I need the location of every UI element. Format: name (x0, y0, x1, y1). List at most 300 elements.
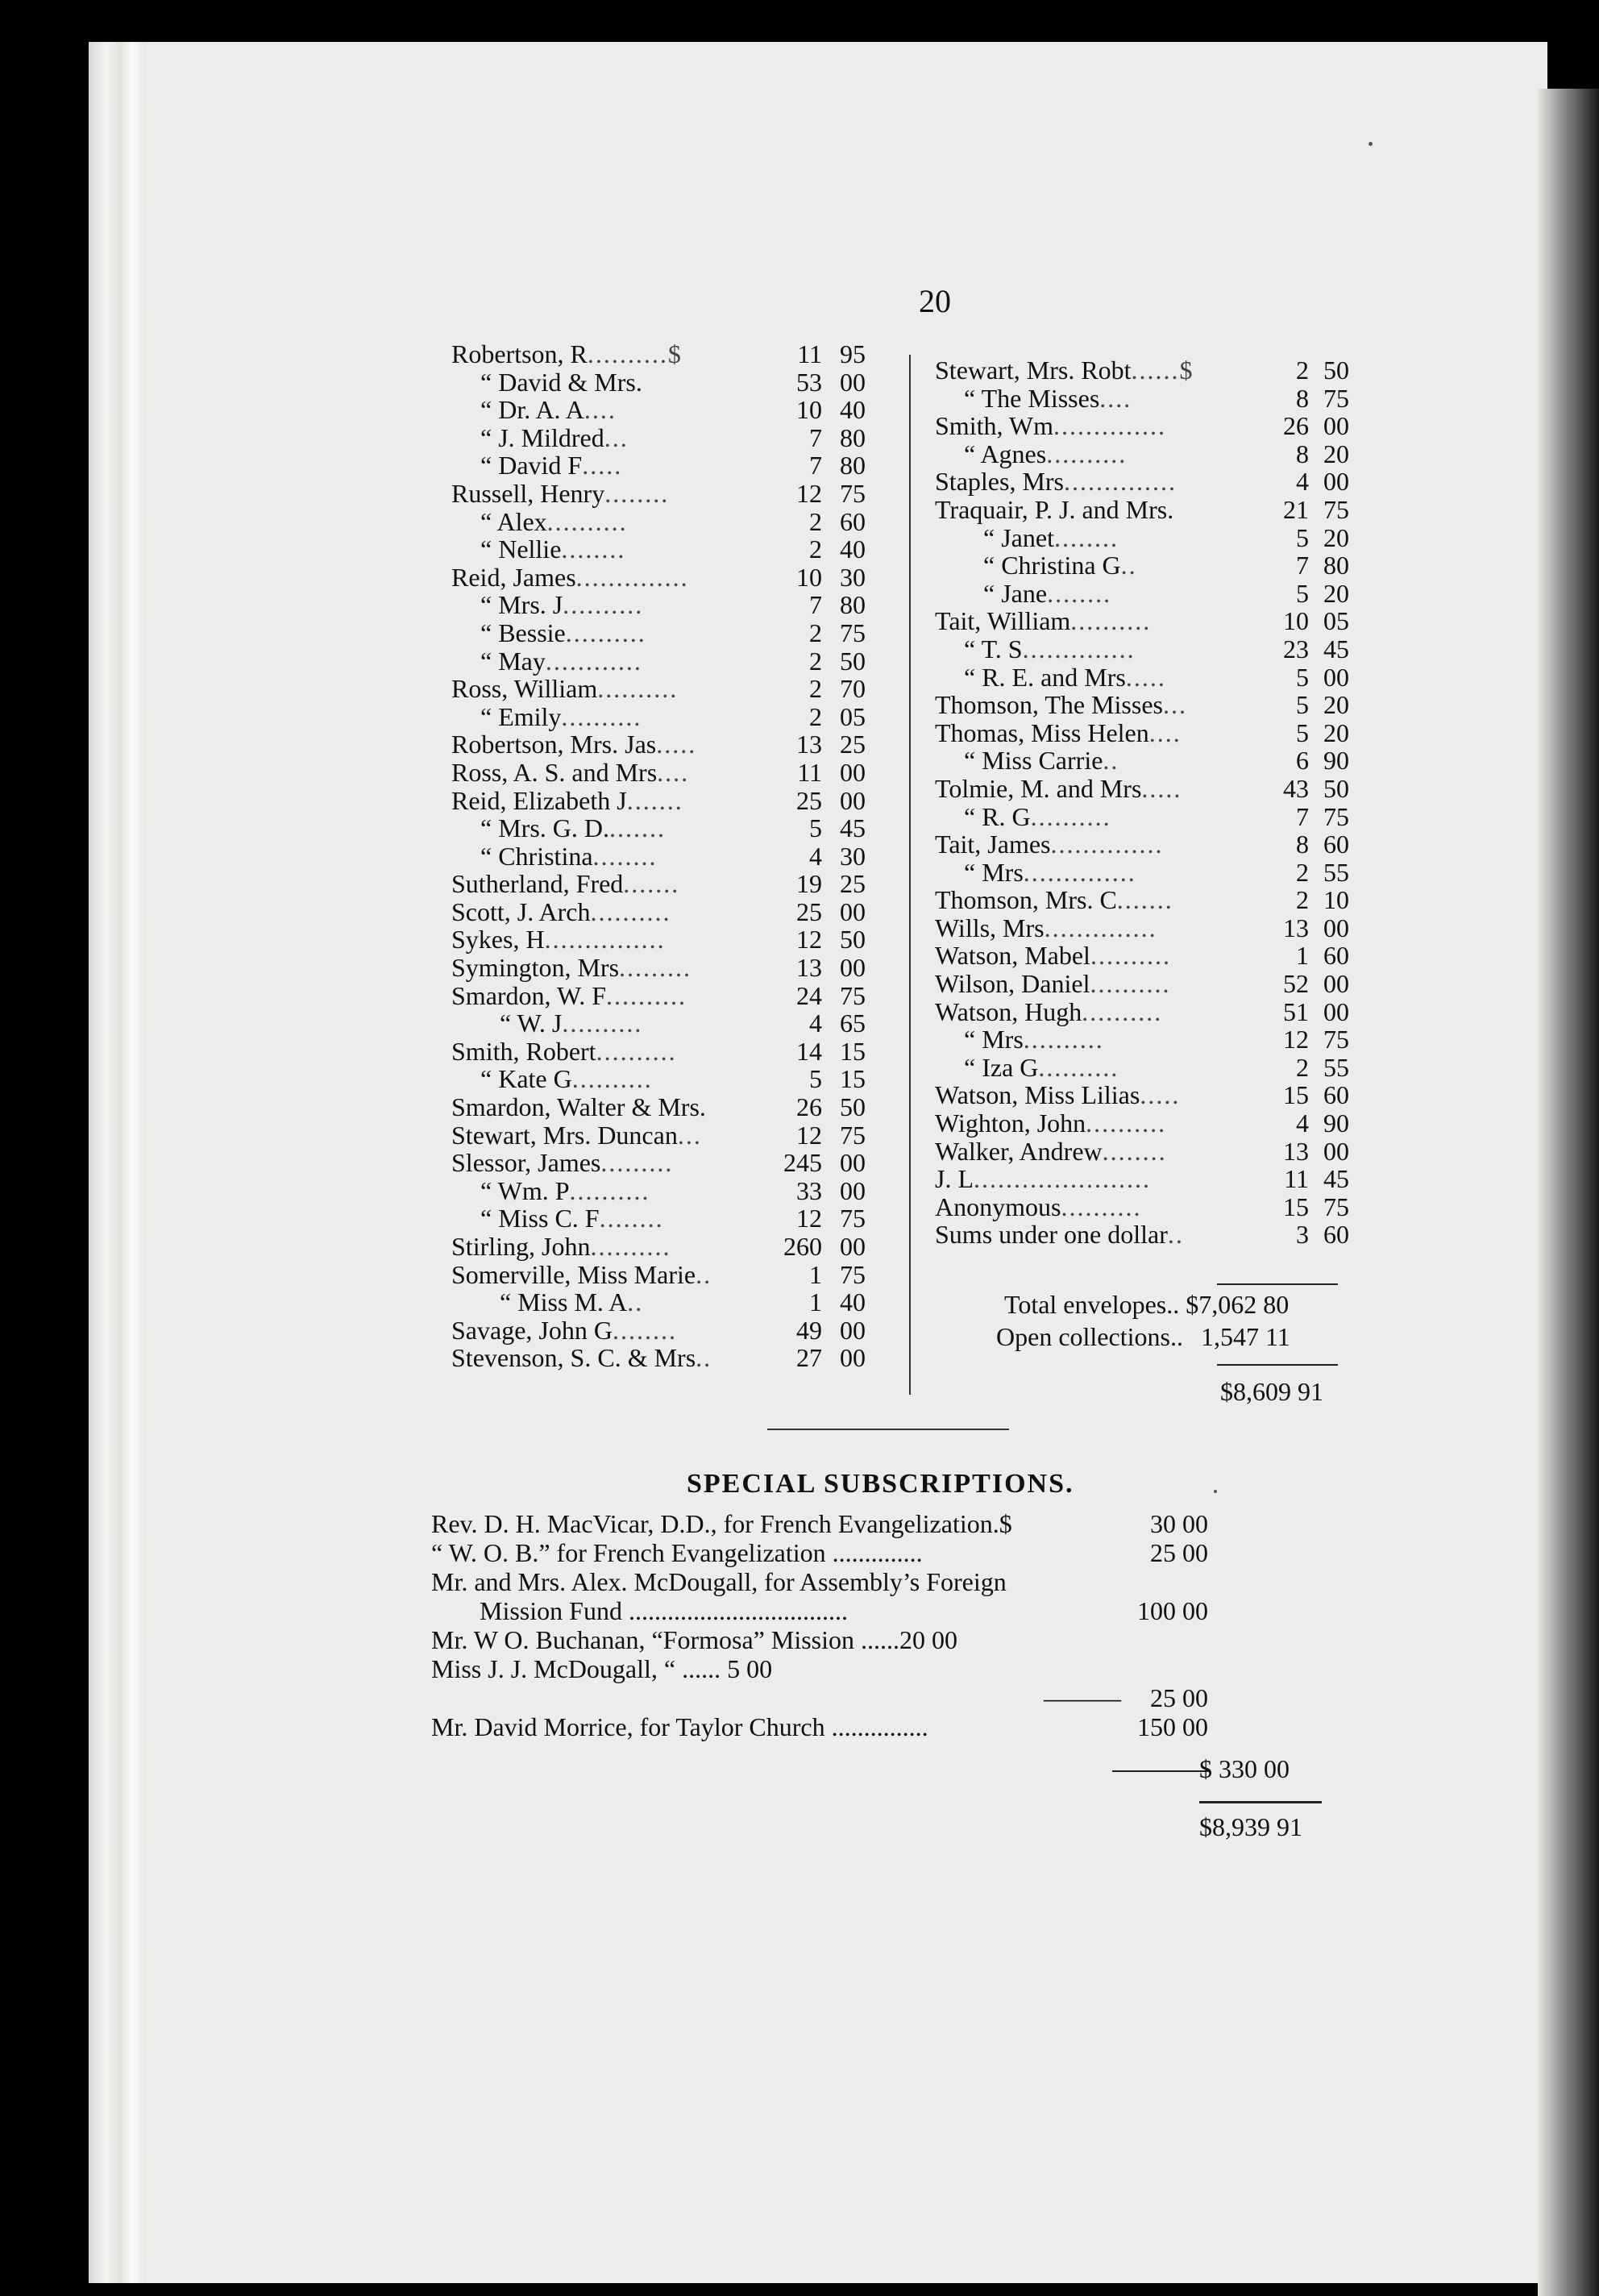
paper-speck (1214, 1490, 1217, 1493)
ledger-entry (451, 368, 911, 397)
entry-cents: 40 (840, 534, 866, 564)
entry-leader-dots: ... (677, 1120, 702, 1150)
entry-name (964, 1025, 1104, 1054)
entry-leader-dots: .. (627, 1287, 644, 1317)
ledger-entry (935, 747, 1382, 775)
entry-cents: 65 (840, 1009, 866, 1038)
entry-name-text: Somerville, Miss Marie (451, 1259, 696, 1289)
page-number: 20 (919, 283, 951, 319)
ledger-entry (451, 1204, 911, 1233)
entry-name (935, 775, 1182, 803)
entry-cents: 55 (1323, 1052, 1349, 1082)
sum-rule (1217, 1364, 1338, 1366)
entry-cents: 00 (840, 785, 866, 815)
entry-cents: 95 (840, 339, 866, 368)
ledger-entry (935, 914, 1382, 942)
subscription-row (431, 1538, 1334, 1567)
entry-name (451, 675, 678, 703)
subscription-text: ——— (1044, 1683, 1121, 1712)
entry-dollars: 2 (809, 701, 822, 731)
entry-cents: 05 (1323, 606, 1349, 636)
subscription-text: Mr. David Morrice, for Taylor Church ............... (431, 1712, 928, 1741)
entry-cents: 75 (1323, 494, 1349, 524)
subscription-text: Mission Fund .................................. (480, 1596, 848, 1625)
ledger-entry (935, 1081, 1382, 1109)
entry-dollars: 11 (1284, 1164, 1309, 1194)
entry-dollars: 2 (1296, 356, 1309, 385)
entry-dollars: 25 (796, 785, 822, 815)
entry-name (935, 719, 1182, 747)
entry-dollars: 10 (796, 395, 822, 425)
subtotal: $8,609 91 (1220, 1377, 1323, 1406)
entry-dollars: 8 (1296, 383, 1309, 413)
entry-dollars: 4 (809, 1009, 822, 1038)
ledger-entry (935, 803, 1382, 831)
entry-name (964, 635, 1136, 663)
entry-leader-dots: .............. (1023, 857, 1136, 887)
ledger-entry (935, 886, 1382, 914)
entry-name (935, 914, 1157, 942)
book-gutter (89, 42, 147, 2283)
entry-name-text: Anonymous (935, 1192, 1061, 1221)
ledger-entry (451, 730, 911, 759)
entry-name (935, 1138, 1167, 1166)
grand-total: $8,939 91 (1199, 1812, 1302, 1841)
entry-dollars: 14 (796, 1036, 822, 1066)
entry-name-text: “ Alex (480, 506, 547, 536)
subscription-row (431, 1509, 1334, 1538)
special-total: $ 330 00 (1199, 1754, 1290, 1783)
entry-dollars: 5 (1296, 578, 1309, 608)
entry-leader-dots: ... (604, 422, 629, 452)
entry-dollars: 2 (1296, 1052, 1309, 1082)
entry-cents: 00 (840, 367, 866, 397)
entry-dollars: 4 (1296, 1108, 1309, 1138)
subscription-text: Mr. and Mrs. Alex. McDougall, for Assembly’s Foreign (431, 1567, 1007, 1596)
entry-leader-dots: .......... (1046, 439, 1128, 468)
entry-name-text: “ Wm. P (480, 1175, 570, 1205)
entry-leader-dots: ..... (1125, 662, 1166, 692)
entry-name (964, 385, 1132, 413)
ledger-entry (935, 635, 1382, 663)
entry-cents: 40 (840, 395, 866, 425)
entry-dollars: 26 (1283, 411, 1309, 441)
entry-dollars: 21 (1283, 494, 1309, 524)
entry-name-text: Tolmie, M. and Mrs (935, 773, 1142, 803)
entry-name (983, 524, 1119, 552)
entry-name (964, 663, 1166, 692)
ledger-entry (451, 925, 911, 954)
entry-name (451, 1261, 712, 1289)
entry-dollars: 12 (796, 1120, 822, 1150)
entry-cents: 05 (840, 701, 866, 731)
ledger-entry (935, 356, 1382, 385)
entry-name-text: “ Mrs (964, 857, 1024, 887)
entry-name (983, 580, 1111, 608)
entry-dollars: 5 (809, 813, 822, 843)
entry-name (480, 1065, 653, 1093)
entry-name (451, 1344, 712, 1372)
entry-name-text: “ Agnes (964, 439, 1047, 468)
entry-name-text: “ Iza G (964, 1052, 1039, 1082)
entry-name (451, 1093, 706, 1121)
entry-name-text: Robertson, R (451, 339, 588, 368)
entry-dollars: 7 (809, 590, 822, 620)
entry-leader-dots: ..... (582, 451, 623, 480)
entry-name-text: Robertson, Mrs. Jas (451, 730, 657, 759)
entry-name-text: Scott, J. Arch (451, 896, 591, 926)
entry-dollars: 7 (809, 451, 822, 480)
ledger-entry (451, 1093, 911, 1121)
entry-leader-dots: ........ (1047, 578, 1112, 608)
entry-dollars: 1 (809, 1287, 822, 1317)
entry-dollars: 53 (796, 367, 822, 397)
entry-cents: 50 (840, 925, 866, 955)
entry-name-text: Stewart, Mrs. Robt (935, 356, 1132, 385)
entry-cents: 75 (840, 980, 866, 1010)
entry-cents: 00 (840, 1232, 866, 1261)
entry-name (964, 440, 1127, 468)
entry-name-text: “ Mrs (964, 1025, 1024, 1054)
entry-cents: 00 (840, 896, 866, 926)
entry-leader-dots: ........ (1053, 522, 1119, 552)
entry-name-text: “ Dr. A. A (480, 395, 584, 425)
ledger-entry (451, 451, 911, 480)
entry-name (451, 340, 683, 368)
entry-leader-dots: ..... (1141, 773, 1182, 803)
entry-name (451, 982, 687, 1010)
entry-name (500, 1009, 642, 1038)
entry-name (983, 551, 1137, 580)
entry-cents: 25 (840, 730, 866, 759)
entry-dollars: 5 (809, 1064, 822, 1094)
entry-leader-dots: ...................... (974, 1164, 1151, 1194)
entry-name-text: Savage, John G (451, 1315, 613, 1345)
entry-cents: 20 (1323, 578, 1349, 608)
entry-cents: 60 (1323, 1220, 1349, 1250)
entry-cents: 60 (1323, 830, 1349, 859)
entry-name-text: Slessor, James (451, 1148, 601, 1178)
entry-cents: 15 (840, 1036, 866, 1066)
open-collections-row (996, 1322, 1290, 1352)
entry-leader-dots: ........ (592, 841, 658, 871)
entry-cents: 45 (1323, 634, 1349, 663)
entry-leader-dots: .......... (1038, 1052, 1119, 1082)
entry-leader-dots: .......... (1061, 1192, 1142, 1221)
ledger-entry (451, 787, 911, 815)
entry-name-text: Sykes, H (451, 925, 545, 955)
entry-name (451, 898, 671, 926)
entry-name (935, 1165, 1151, 1193)
entry-name-text: Stevenson, S. C. & Mrs (451, 1343, 696, 1373)
entry-leader-dots: .......... (562, 1009, 643, 1038)
entry-cents: 50 (840, 646, 866, 676)
entry-leader-dots: ......... (619, 953, 692, 983)
entry-cents: 00 (840, 757, 866, 787)
entry-cents: 40 (840, 1287, 866, 1317)
subscription-text: “ W. O. B.” for French Evangelization .............. (431, 1538, 923, 1567)
entry-name-text: “ The Misses (964, 383, 1100, 413)
special-subscriptions-list (431, 1509, 1334, 1741)
entry-name (480, 591, 643, 619)
entry-name-text: Staples, Mrs (935, 467, 1064, 497)
entry-leader-dots: .......... (1090, 941, 1171, 971)
entry-name (451, 480, 669, 508)
ledger-entry (935, 412, 1382, 440)
entry-cents: 75 (1323, 1192, 1349, 1221)
entry-name (451, 870, 679, 898)
subscription-text: Rev. D. H. MacVicar, D.D., for French Evangelization.$ (431, 1509, 1012, 1538)
entry-cents: 20 (1323, 522, 1349, 552)
entry-name (935, 691, 1187, 719)
entry-leader-dots: .......... (1082, 996, 1163, 1026)
ledger-entry (451, 1316, 911, 1345)
ledger-entry (935, 1193, 1382, 1221)
entry-name (935, 886, 1173, 914)
ledger-entry (451, 1065, 911, 1093)
entry-cents: 00 (1323, 996, 1349, 1026)
entry-name (480, 814, 666, 842)
entry-name-text: Wills, Mrs (935, 913, 1045, 942)
entry-dollars: 33 (796, 1175, 822, 1205)
entry-dollars: 23 (1283, 634, 1309, 663)
entry-name (935, 412, 1166, 440)
ledger-entry (935, 496, 1382, 524)
entry-cents: 75 (1323, 1025, 1349, 1054)
entry-cents: 00 (1323, 411, 1349, 441)
entry-cents: 25 (840, 869, 866, 899)
entry-dollars: 5 (1296, 662, 1309, 692)
entry-name-text: Stewart, Mrs. Duncan (451, 1120, 678, 1150)
entry-leader-dots: ............ (545, 646, 642, 676)
ledger-entry (451, 647, 911, 676)
entry-name (964, 859, 1136, 887)
ledger-entry (451, 1344, 911, 1372)
sum-rule (1112, 1770, 1209, 1772)
entry-leader-dots: .......... (565, 618, 646, 647)
entry-dollars: 11 (797, 757, 822, 787)
ledger-entry (935, 859, 1382, 887)
entry-dollars: 8 (1296, 439, 1309, 468)
entry-name-text: “ Christina (480, 841, 593, 871)
ledger-entry (451, 340, 911, 368)
entry-name (935, 970, 1170, 998)
entry-dollars: 26 (796, 1092, 822, 1122)
ledger-entry (451, 508, 911, 536)
entry-cents: 75 (1323, 801, 1349, 831)
ledger-entry (451, 759, 911, 787)
ledger-entry (451, 982, 911, 1010)
entry-leader-dots: .......... (1023, 1025, 1104, 1054)
ledger-entry (451, 1009, 911, 1038)
entry-name-text: “ Kate G (480, 1064, 572, 1094)
entry-name-text: “ Mrs. G. D. (480, 813, 609, 843)
entry-name (451, 954, 692, 982)
entry-leader-dots: ... (1162, 690, 1187, 720)
ledger-entry (451, 1288, 911, 1316)
ledger-entry (451, 842, 911, 871)
open-collections-label: Open collections.. (996, 1322, 1183, 1351)
ledger-entry (451, 675, 911, 703)
entry-cents: 00 (840, 1343, 866, 1373)
subscription-amount: 100 00 (1137, 1596, 1208, 1625)
entry-leader-dots: .. (1103, 746, 1119, 776)
ledger-entry (935, 1025, 1382, 1054)
entry-name (964, 747, 1119, 775)
entry-leader-dots: .......... (569, 1175, 650, 1205)
entry-cents: 15 (840, 1064, 866, 1094)
entry-name (451, 925, 666, 954)
entry-leader-dots: .. (696, 1259, 712, 1289)
entry-name (500, 1288, 643, 1316)
entry-cents: 20 (1323, 690, 1349, 720)
entry-dollars: 4 (809, 841, 822, 871)
entry-name-text: Smardon, Walter & Mrs. (451, 1092, 706, 1122)
entry-cents: 80 (840, 590, 866, 620)
entry-leader-dots: .... (1148, 718, 1182, 747)
entry-cents: 20 (1323, 439, 1349, 468)
entry-dollars: 12 (796, 478, 822, 508)
entry-name (451, 1316, 677, 1345)
ledger-entry (935, 663, 1382, 692)
entry-name-text: Walker, Andrew (935, 1136, 1103, 1166)
entry-dollars: 10 (796, 562, 822, 592)
entry-leader-dots: .......... (597, 674, 679, 704)
entry-name-text: “ Miss M. A (500, 1287, 628, 1317)
entry-leader-dots: .......... (546, 506, 628, 536)
ledger-entry (935, 830, 1382, 859)
entry-cents: 75 (840, 1259, 866, 1289)
entry-cents: 00 (1323, 913, 1349, 942)
entry-name-text: Sutherland, Fred (451, 869, 624, 899)
entry-dollars: 52 (1283, 969, 1309, 999)
sum-rule (1199, 1801, 1322, 1803)
entry-leader-dots: ....... (623, 869, 680, 899)
entry-leader-dots: .... (584, 395, 617, 425)
total-envelopes-amount: $7,062 80 (1186, 1290, 1290, 1319)
entry-name (480, 535, 625, 564)
entry-cents: 75 (840, 618, 866, 647)
entry-dollars: 2 (809, 506, 822, 536)
entry-name-text: “ Emily (480, 701, 562, 731)
ledger-entry (451, 1261, 911, 1289)
entry-dollars: 5 (1296, 522, 1309, 552)
entry-name-text: “ J. Mildred (480, 422, 604, 452)
entry-name (935, 356, 1194, 385)
ledger-entry (451, 898, 911, 926)
entry-name (935, 468, 1177, 496)
entry-name-text: “ Christina G (983, 551, 1121, 580)
entry-dollars: 3 (1296, 1220, 1309, 1250)
entry-leader-dots: .. (1167, 1220, 1184, 1250)
entry-leader-dots: .......... (1086, 1108, 1167, 1138)
entry-dollars: 2 (1296, 857, 1309, 887)
entry-dollars: 7 (1296, 801, 1309, 831)
entry-dollars: 10 (1283, 606, 1309, 636)
entry-name-text: “ Jane (983, 578, 1048, 608)
entry-cents: 30 (840, 562, 866, 592)
entry-cents: 60 (840, 506, 866, 536)
entry-dollars: 51 (1283, 996, 1309, 1026)
entry-name-text: J. L (935, 1164, 974, 1194)
entry-name-text: “ Nellie (480, 534, 562, 564)
entry-leader-dots: .......... (571, 1064, 653, 1094)
ledger-entry (451, 396, 911, 424)
entry-name (935, 496, 1173, 524)
entry-cents: 00 (1323, 467, 1349, 497)
entry-name (964, 1054, 1119, 1082)
ledger-entry (935, 1165, 1382, 1193)
entry-cents: 20 (1323, 718, 1349, 747)
entry-name-text: “ David & Mrs. (480, 367, 642, 397)
entry-cents: 90 (1323, 1108, 1349, 1138)
entry-dollars: 1 (809, 1259, 822, 1289)
subscription-row (431, 1683, 1334, 1712)
entry-name-text: “ May (480, 646, 546, 676)
entry-leader-dots: ..... (656, 730, 697, 759)
entry-name-text: Ross, A. S. and Mrs (451, 757, 658, 787)
entry-dollars: 12 (796, 925, 822, 955)
entry-name (935, 998, 1162, 1026)
entry-cents: 80 (840, 422, 866, 452)
entry-name-text: Reid, Elizabeth J (451, 785, 627, 815)
entry-name (451, 730, 696, 759)
subscription-amount: 25 00 (1150, 1538, 1208, 1567)
entry-dollars: 2 (809, 618, 822, 647)
entry-name-text: Wilson, Daniel (935, 969, 1090, 999)
section-divider (767, 1429, 1009, 1430)
subscription-amount: 25 00 (1150, 1683, 1208, 1712)
entry-leader-dots: .... (1099, 383, 1132, 413)
ledger-entry (451, 703, 911, 731)
entry-cents: 10 (1323, 885, 1349, 915)
entry-cents: 00 (1323, 969, 1349, 999)
entry-name (480, 647, 642, 676)
entry-dollars: 13 (1283, 1136, 1309, 1166)
column-divider (909, 355, 911, 1395)
paper-speck (1368, 142, 1373, 146)
entry-leader-dots: ....... (608, 813, 666, 843)
entry-name (480, 508, 628, 536)
entry-name-text: Watson, Miss Lilias (935, 1080, 1140, 1110)
entry-name (964, 803, 1111, 831)
entry-name (451, 1233, 671, 1261)
entry-name-text: Tait, William (935, 606, 1071, 636)
entry-cents: 45 (1323, 1164, 1349, 1194)
ledger-entry (935, 580, 1382, 608)
entry-cents: 00 (840, 953, 866, 983)
entry-leader-dots: .......... (590, 1232, 671, 1261)
entry-name (935, 607, 1151, 635)
entry-leader-dots: .............. (1064, 467, 1177, 497)
entry-leader-dots: .............. (575, 562, 689, 592)
entry-name-text: “ W. J (500, 1009, 563, 1038)
entry-name (451, 787, 683, 815)
ledger-entry (935, 468, 1382, 496)
entry-cents: 00 (840, 1148, 866, 1178)
ledger-entry (935, 551, 1382, 580)
ledger-entry (451, 564, 911, 592)
subscription-text: Miss J. J. McDougall, “ ...... 5 00 (431, 1654, 773, 1683)
entry-name-text: “ T. S (964, 634, 1023, 663)
entry-name (451, 564, 689, 592)
ledger-entry (935, 1054, 1382, 1082)
entry-cents: 00 (1323, 1136, 1349, 1166)
entry-dollars: 7 (809, 422, 822, 452)
entry-dollars: 25 (796, 896, 822, 926)
section-title: SPECIAL SUBSCRIPTIONS. (687, 1469, 1074, 1499)
entry-name-text: “ Janet (983, 522, 1054, 552)
